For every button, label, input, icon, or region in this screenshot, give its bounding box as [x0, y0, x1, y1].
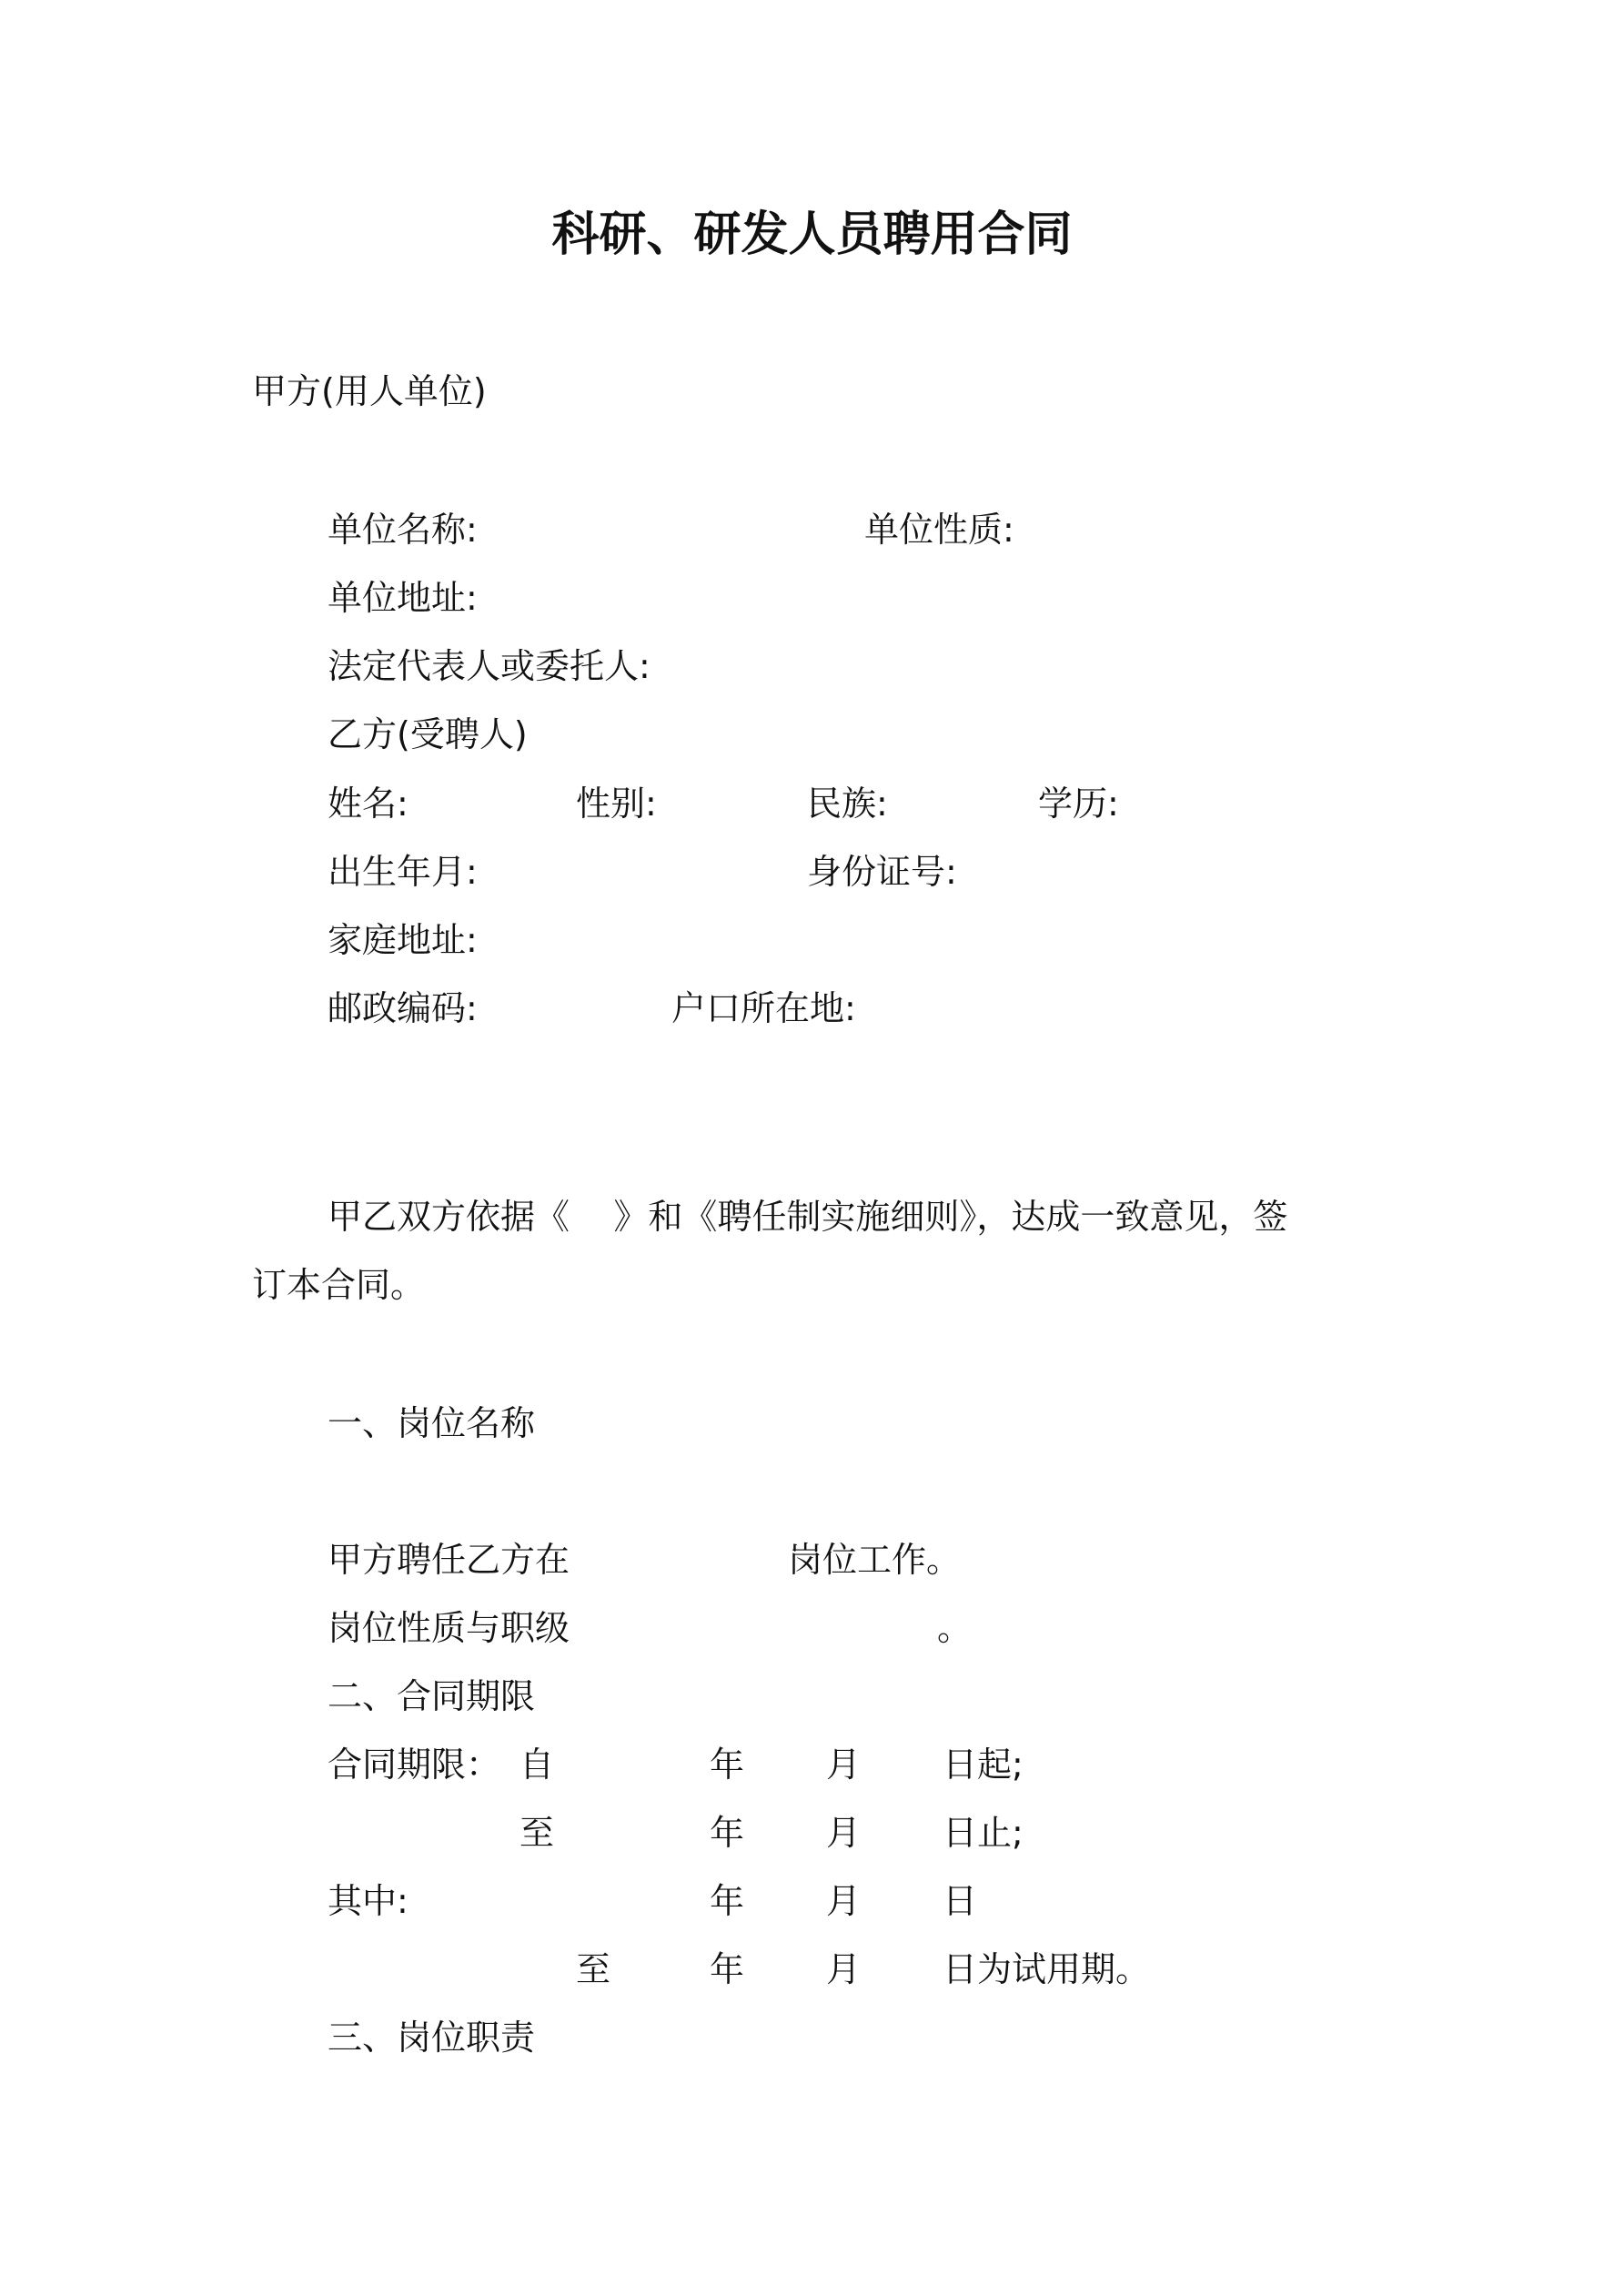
intro-paragraph-line-2: 订本合同。: [252, 1265, 426, 1305]
gender-label: 性别:: [576, 784, 657, 824]
legal-representative-label: 法定代表人或委托人:: [328, 646, 651, 686]
name-label: 姓名:: [328, 784, 409, 824]
probation-start-day: 日: [943, 1881, 978, 1921]
probation-start-month: 月: [826, 1881, 862, 1921]
page-title: 科研、研发人员聘用合同: [551, 207, 1073, 262]
hukou-label: 户口所在地:: [671, 988, 856, 1028]
section-1-heading: 一、岗位名称: [328, 1403, 536, 1443]
probation-end-day: 日为试用期。: [943, 1949, 1151, 1989]
term-start-year: 年: [710, 1745, 745, 1785]
nature-grade-label: 岗位性质与职级: [328, 1608, 570, 1648]
nature-grade-end: 。: [937, 1608, 973, 1648]
term-end-month: 月: [826, 1813, 862, 1853]
probation-to: 至: [576, 1949, 611, 1989]
party-a-heading: 甲方(用人单位): [252, 371, 487, 411]
ethnicity-label: 民族:: [807, 784, 888, 824]
postal-code-label: 邮政编码:: [328, 988, 478, 1028]
id-number-label: 身份证号:: [807, 852, 957, 892]
unit-address-label: 单位地址:: [328, 578, 478, 618]
home-address-label: 家庭地址:: [328, 920, 478, 960]
position-suffix: 岗位工作。: [788, 1540, 962, 1580]
probation-end-month: 月: [826, 1949, 862, 1989]
probation-label: 其中:: [328, 1881, 409, 1921]
probation-end-year: 年: [710, 1949, 745, 1989]
position-prefix: 甲方聘任乙方在: [328, 1540, 570, 1580]
section-3-heading: 三、岗位职责: [328, 2018, 536, 2058]
term-start-day: 日起;: [943, 1745, 1024, 1785]
unit-nature-label: 单位性质:: [864, 510, 1014, 550]
birth-date-label: 出生年月:: [328, 852, 478, 892]
intro-paragraph-line-1: 甲乙双方依据《 》和《聘任制实施细则》，达成一致意见，签: [328, 1197, 1288, 1237]
probation-start-year: 年: [710, 1881, 745, 1921]
term-start-month: 月: [826, 1745, 862, 1785]
term-to: 至: [519, 1813, 555, 1853]
term-end-day: 日止;: [943, 1813, 1024, 1853]
education-label: 学历:: [1038, 784, 1119, 824]
section-2-heading: 二、合同期限: [328, 1676, 536, 1716]
unit-name-label: 单位名称:: [328, 510, 478, 550]
party-b-heading: 乙方(受聘人): [328, 714, 528, 754]
term-end-year: 年: [710, 1813, 745, 1853]
term-label: 合同期限：: [328, 1745, 501, 1785]
term-from: 自: [519, 1745, 555, 1785]
